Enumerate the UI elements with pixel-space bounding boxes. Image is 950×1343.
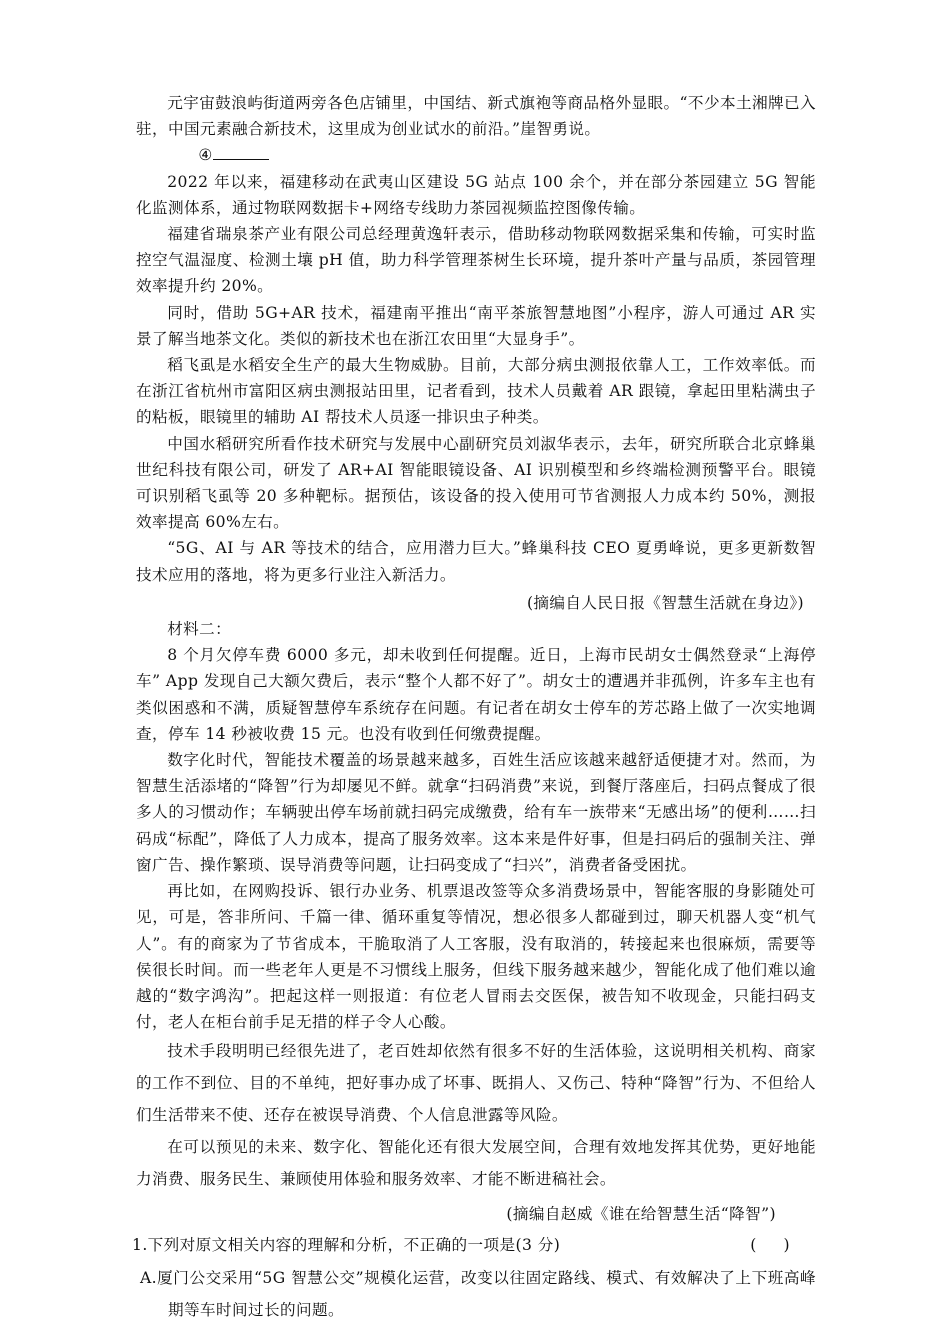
- source-citation: (摘编自赵威《谁在给智慧生活“降智”): [506, 1205, 776, 1224]
- paragraph: 中国水稻研究所看作技术研究与发展中心副研究员刘淑华表示，去年，研究所联合北京蜂巢世纪科技有限公司，研发了 AR+AI 智能眼镜设备、AI 识别模型和乡终端检测预警平台。眼镜可识别稻飞虱等 20 多种靶标。据预估，该设备的投入使用可节省测报人力成本约 50%，测报效率提高 60%左右。: [136, 434, 816, 532]
- option-a: A.厦门公交采用“5G 智慧公交”规模化运营，改变以往固定路线、模式、有效解决了上下班高峰期等车时间过长的问题。: [140, 1268, 816, 1319]
- paragraph: 福建省瑞泉茶产业有限公司总经理黄逸轩表示，借助移动物联网数据采集和传输，可实时监控空气温湿度、检测土壤 pH 值，助力科学管理茶树生长环境，提升茶叶产量与品质，茶园管理效率提升约 20%。: [136, 225, 816, 296]
- paragraph: 元宇宙鼓浪屿街道两旁各色店铺里，中国结、新式旗袍等商品格外显眼。“不少本土湘牌已入驻，中国元素融合新技术，这里成为创业试水的前沿。”崖智勇说。: [136, 94, 816, 139]
- section-number: ④: [198, 146, 213, 165]
- fill-in-blank-line: [213, 143, 269, 160]
- document-body: [132, 90, 816, 1326]
- paragraph: 同时，借助 5G+AR 技术，福建南平推出“南平茶旅智慧地图”小程序，游人可通过 AR 实景了解当地茶文化。类似的新技术也在浙江农田里“大显身手”。: [136, 303, 816, 348]
- answer-parentheses: ( ): [750, 1235, 790, 1254]
- paragraph: 2022 年以来，福建移动在武夷山区建设 5G 站点 100 余个，并在部分茶园建立 5G 智能化监测体系，通过物联网数据卡+网络专线助力茶园视频监控图像传输。: [136, 172, 816, 217]
- material-heading: 材料二：: [167, 620, 232, 639]
- paragraph: 在可以预见的未来、数字化、智能化还有很大发展空间，合理有效地发挥其优势，更好地能力消费、服务民生、兼顾使用体验和服务效率、才能不断进稿社会。: [136, 1138, 816, 1189]
- question-stem: [132, 1232, 816, 1258]
- paragraph: 稻飞虱是水稻安全生产的最大生物威胁。目前，大部分病虫测报依靠人工，工作效率低。而在浙江省杭州市富阳区病虫测报站田里，记者看到，技术人员戴着 AR 跟镜，拿起田里粘满虫子的粘板，眼镜里的辅助 AI 帮技术人员逐一排识虫子种类。: [136, 356, 816, 427]
- paragraph: “5G、AI 与 AR 等技术的结合，应用潜力巨大。”蜂巢科技 CEO 夏勇峰说，更多更新数智技术应用的落地，将为更多行业注入新活力。: [136, 539, 816, 584]
- paragraph: 再比如，在网购投诉、银行办业务、机票退改签等众多消费场景中，智能客服的身影随处可见，可是，答非所问、千篇一律、循环重复等情况，想必很多人都碰到过，聊天机器人变“机气人”。有的商家为了节省成本，干脆取消了人工客服，没有取消的，转接起来也很麻烦，需要等侯很长时间。而一些老年人更是不习惯线上服务，但线下服务越来越少，智能化成了他们难以逾越的“数字鸿沟”。把起这样一则报道：有位老人冒雨去交医保，被告知不收现金，只能扫码支付，老人在柜台前手足无措的样子令人心酸。: [136, 882, 816, 1032]
- question-text: 1.下列对原文相关内容的理解和分析，不正确的一项是(3 分): [132, 1235, 561, 1254]
- section-4-heading: [136, 142, 816, 168]
- source-citation: (摘编自人民日报《智慧生活就在身边》): [526, 593, 804, 612]
- paragraph: 技术手段明明已经很先进了，老百姓却依然有很多不好的生活体验，这说明相关机构、商家的工作不到位、目的不单纯，把好事办成了坏事、既捐人、又伤己、特种“降智”行为、不但给人们生活带来不使、还存在被误导消费、个人信息泄露等风险。: [136, 1042, 816, 1125]
- paragraph: 数字化时代，智能技术覆盖的场景越来越多，百姓生活应该越来越舒适便捷才对。然而，为智慧生活添堵的“降智”行为却屡见不鲜。就拿“扫码消费”来说，到餐厅落座后，扫码点餐成了很多人的习惯动作；车辆驶出停车场前就扫码完成缴费，给有车一族带来“无感出场”的便利……扫码成“标配”，降低了人力成本，提高了服务效率。这本来是件好事，但是扫码后的强制关注、弹窗广告、操作繁琐、误导消费等问题，让扫码变成了“扫兴”，消费者备受困扰。: [136, 751, 816, 874]
- paragraph: 8 个月欠停车费 6000 多元，却未收到任何提醒。近日，上海市民胡女士偶然登录“上海停车” App 发现自己大额欠费后，表示“整个人都不好了”。胡女士的遭遇并非孤例，许多车主也有类似困惑和不满，质疑智慧停车系统存在问题。有记者在胡女士停车的芳芯路上做了一次实地调查，停车 14 秒被收费 15 元。也没有收到任何缴费提醒。: [136, 646, 816, 743]
